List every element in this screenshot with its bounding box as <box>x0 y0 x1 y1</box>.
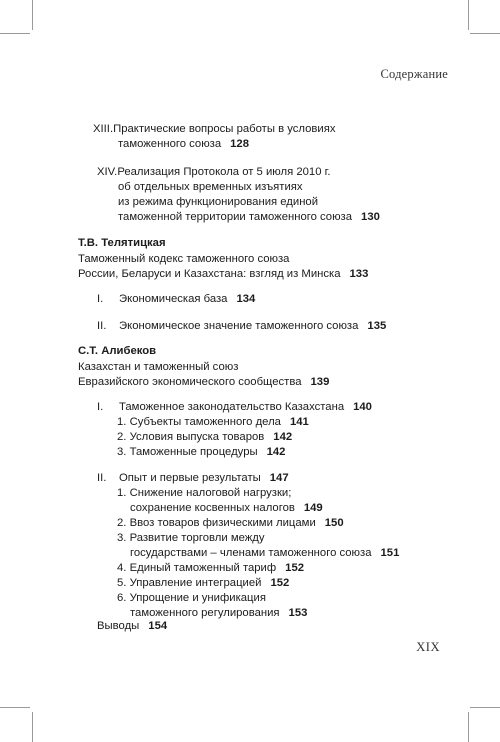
toc-subitem <box>117 591 266 606</box>
page-number: 133 <box>349 268 369 280</box>
article-title <box>78 375 329 390</box>
entry-title-line: из режима функционирования единой <box>118 196 319 208</box>
toc-subitem <box>117 516 344 531</box>
sub-label: Упрощение и унификация <box>129 592 266 604</box>
sub-number: 2. <box>117 431 127 443</box>
sub-label: таможенного регулирования <box>130 607 280 619</box>
sub-number: 2. <box>117 517 127 529</box>
page-number: 128 <box>230 138 249 150</box>
conclusions-label: Выводы <box>97 620 140 632</box>
crop-mark <box>470 33 500 34</box>
page-number: 139 <box>310 376 330 388</box>
crop-mark <box>470 707 500 708</box>
toc-subitem <box>117 415 309 430</box>
sub-label: государствами – членами таможенного союза <box>130 547 372 559</box>
page-number: 147 <box>269 472 289 484</box>
toc-entry-xiii <box>93 122 335 137</box>
page-number: 130 <box>361 211 380 223</box>
entry-title-line: Реализация Протокола от 5 июля 2010 г. <box>117 166 331 178</box>
sub-label: Управление интеграцией <box>129 577 262 589</box>
sub-number: 3. <box>117 446 127 458</box>
crop-mark <box>0 33 30 34</box>
toc-entry-xiv-cont <box>118 210 380 225</box>
page-number: 152 <box>285 562 305 574</box>
sub-number: 3. <box>117 532 127 544</box>
sub-label: Субъекты таможенного дела <box>129 416 281 428</box>
page-number: 149 <box>303 502 323 514</box>
part-number: II. <box>97 472 107 484</box>
toc-part <box>97 471 289 486</box>
title-line: Казахстан и таможенный союз <box>78 361 239 373</box>
toc-part <box>97 400 372 415</box>
entry-number: XIV. <box>97 166 118 178</box>
toc-subitem <box>117 531 265 546</box>
page-number: 151 <box>380 547 400 559</box>
entry-number: XIII. <box>93 123 114 135</box>
entry-title-line: Практические вопросы работы в условиях <box>113 123 336 135</box>
toc-entry-xiv <box>97 165 331 180</box>
part-label: Опыт и первые результаты <box>119 472 261 484</box>
sub-number: 1. <box>117 487 127 499</box>
title-line: России, Беларуси и Казахстана: взгляд из Минска <box>78 268 341 280</box>
item-number: I. <box>97 293 104 305</box>
toc-item <box>97 292 255 307</box>
crop-mark <box>0 707 30 708</box>
sub-label: сохранение косвенных налогов <box>130 502 295 514</box>
entry-title-line: таможенной территории таможенного союза <box>118 211 353 223</box>
item-number: II. <box>97 320 107 332</box>
toc-subitem-cont <box>130 501 323 516</box>
article-title <box>78 267 368 282</box>
author-name: С.Т. Алибеков <box>78 345 157 357</box>
page-number: 152 <box>270 577 290 589</box>
page-number: 153 <box>288 607 308 619</box>
toc-subitem <box>117 445 285 460</box>
toc-subitem <box>117 486 291 501</box>
entry-title-line: таможенного союза <box>118 138 222 150</box>
title-line: Таможенный кодекс таможенного союза <box>78 253 290 265</box>
part-label: Таможенное законодательство Казахстана <box>119 401 345 413</box>
page-number: 142 <box>273 431 293 443</box>
page-number: 141 <box>289 416 309 428</box>
sub-label: Развитие торговли между <box>129 532 265 544</box>
crop-mark <box>468 712 469 742</box>
page-folio: XIX <box>416 640 440 654</box>
entry-title-line: об отдельных временных изъятиях <box>118 181 303 193</box>
toc-subitem <box>117 576 289 591</box>
sub-number: 1. <box>117 416 127 428</box>
page-number: 142 <box>266 446 286 458</box>
toc-entry-xiv-cont <box>118 180 303 195</box>
crop-mark <box>468 0 469 30</box>
toc-subitem-cont <box>130 546 399 561</box>
toc-entry-xiii-cont <box>118 137 249 152</box>
page-number: 134 <box>236 293 256 305</box>
sub-label: Таможенные процедуры <box>129 446 258 458</box>
sub-label: Снижение налоговой нагрузки; <box>129 487 292 499</box>
author-name: Т.В. Телятицкая <box>78 237 166 249</box>
sub-number: 6. <box>117 592 127 604</box>
page-number: 135 <box>367 320 387 332</box>
running-header: Содержание <box>380 67 448 81</box>
article-title <box>78 252 289 267</box>
page-number: 154 <box>148 620 168 632</box>
toc-subitem <box>117 430 292 445</box>
sub-number: 4. <box>117 562 127 574</box>
sub-label: Условия выпуска товаров <box>129 431 265 443</box>
article-title <box>78 360 238 375</box>
sub-number: 5. <box>117 577 127 589</box>
toc-entry-xiv-cont <box>118 195 318 210</box>
part-number: I. <box>97 401 104 413</box>
toc-conclusions <box>97 619 167 634</box>
title-line: Евразийского экономического сообщества <box>78 376 302 388</box>
crop-mark <box>32 712 33 742</box>
item-label: Экономическое значение таможенного союза <box>119 320 359 332</box>
item-label: Экономическая база <box>119 293 228 305</box>
toc-item <box>97 319 386 334</box>
crop-mark <box>32 0 33 30</box>
page-number: 150 <box>324 517 344 529</box>
sub-label: Единый таможенный тариф <box>129 562 277 574</box>
page-number: 140 <box>353 401 372 413</box>
sub-label: Ввоз товаров физическими лицами <box>129 517 316 529</box>
toc-subitem <box>117 561 304 576</box>
